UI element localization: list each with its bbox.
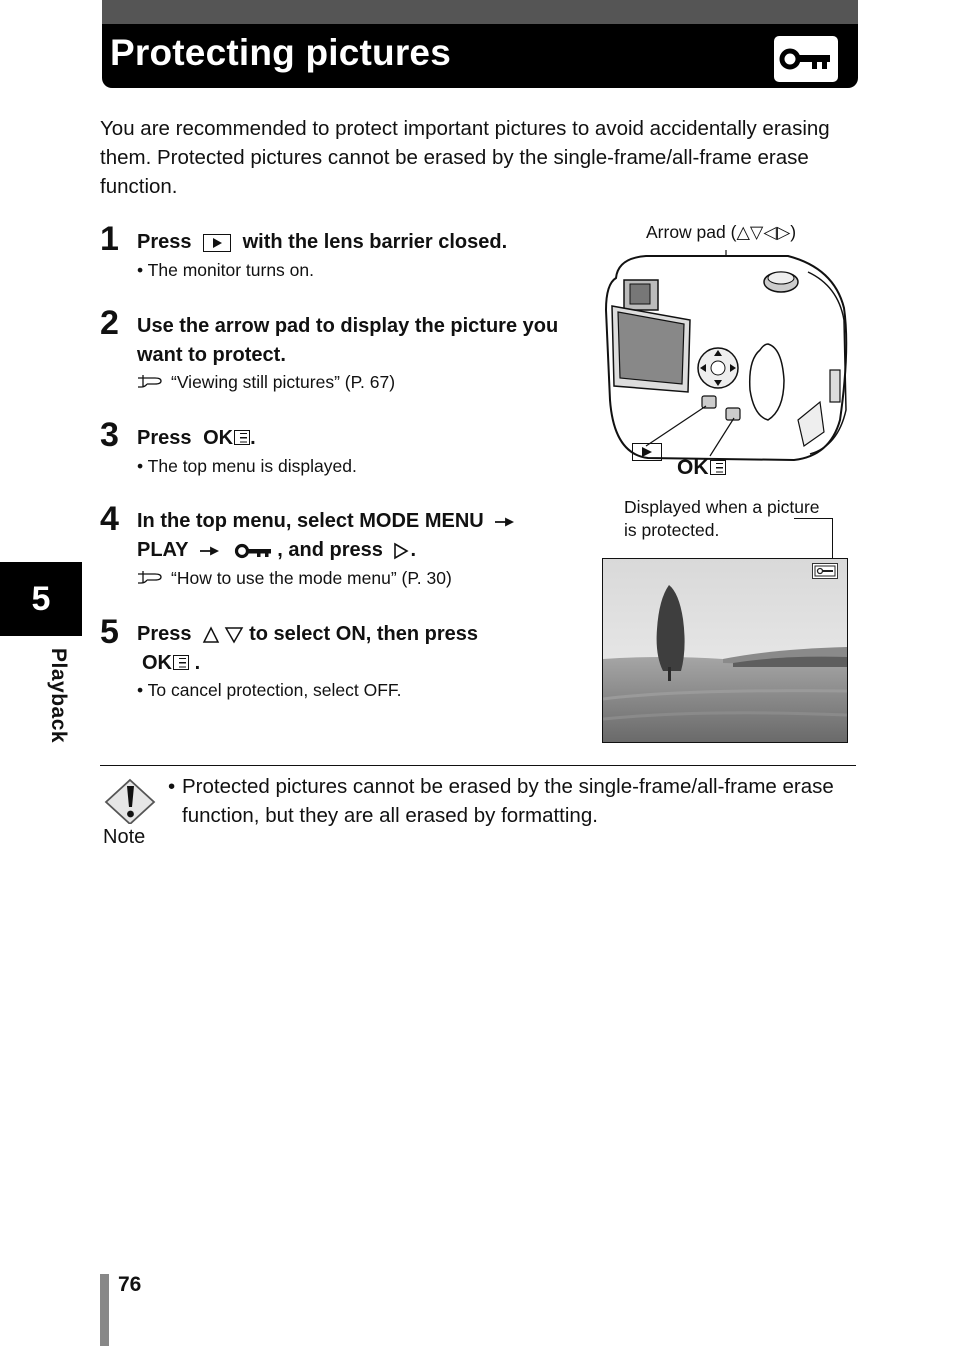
step-3-text-a: Press <box>137 427 192 449</box>
arrow-right-icon <box>199 546 219 556</box>
ok-menu-button-icon <box>677 456 726 480</box>
step-4-instruction <box>137 507 587 565</box>
step-4-reference-text: “How to use the mode menu” (P. 30) <box>171 568 452 588</box>
step-5-text-c: . <box>194 652 201 674</box>
ok-menu-button-icon <box>203 424 250 453</box>
ok-text: OK <box>677 456 709 479</box>
step-4-number: 4 <box>100 500 119 538</box>
reference-hand-icon <box>137 372 163 394</box>
step-4-play: PLAY <box>137 539 189 561</box>
step-4-line-1: In the top menu, select MODE MENU <box>137 510 484 532</box>
sample-photo <box>602 558 848 743</box>
step-1-number: 1 <box>100 220 119 258</box>
triangle-right-icon <box>393 542 409 560</box>
caution-icon <box>104 778 156 824</box>
step-2-instruction: Use the arrow pad to display the picture you want to protect. <box>137 315 559 366</box>
step-1-instruction <box>137 228 577 257</box>
step-3-number: 3 <box>100 416 119 454</box>
reference-hand-icon <box>137 568 163 590</box>
protect-key-icon <box>812 563 838 579</box>
ok-menu-button-icon <box>142 649 189 678</box>
page-title: Protecting pictures <box>110 32 451 73</box>
note-label: Note <box>103 826 146 848</box>
intro-paragraph: You are recommended to protect important pictures to avoid accidentally erasing them. Protected pictures cannot be erased by the single-frame/all-frame erase function. <box>100 117 830 198</box>
step-2-reference-text: “Viewing still pictures” (P. 67) <box>171 372 396 392</box>
step-5-number: 5 <box>100 613 119 651</box>
note-text: Protected pictures cannot be erased by the single-frame/all-frame erase function, but they are all erased by formatting. <box>182 775 834 827</box>
note-bullet: • <box>168 775 176 798</box>
ok-text: OK <box>142 652 172 674</box>
step-1-text-a: Press <box>137 231 192 253</box>
arrow-right-icon <box>494 517 514 527</box>
step-3-note: • The top menu is displayed. <box>137 456 357 476</box>
step-3-instruction <box>137 424 577 453</box>
ok-text: OK <box>203 427 234 449</box>
triangle-up-down-icon <box>202 626 244 644</box>
step-4-reference <box>137 567 452 590</box>
footer-bar <box>100 1274 109 1346</box>
step-4-text-c: . <box>410 539 417 561</box>
step-2-reference <box>137 371 395 394</box>
playback-button-icon <box>203 234 231 252</box>
step-5-text-a: Press <box>137 623 192 645</box>
step-3-text-b: . <box>250 427 256 449</box>
arrow-pad-label: Arrow pad (△▽◁▷) <box>646 222 797 242</box>
step-5-note: • To cancel protection, select OFF. <box>137 680 402 700</box>
step-4-text-b: , and press <box>277 539 383 561</box>
chapter-name: Playback <box>47 648 70 744</box>
playback-button-icon <box>632 443 662 461</box>
page-number: 76 <box>118 1273 142 1296</box>
protected-caption: Displayed when a picture is protected. <box>624 497 820 540</box>
header-top-strip <box>102 0 858 24</box>
step-1-note: • The monitor turns on. <box>137 260 314 280</box>
step-5-text-b: to select ON, then press <box>249 623 479 645</box>
protect-key-icon <box>234 543 272 559</box>
note-divider <box>100 765 856 766</box>
step-2-number: 2 <box>100 304 119 342</box>
step-1-text-b: with the lens barrier closed. <box>242 231 508 253</box>
step-5-instruction <box>137 620 587 678</box>
camera-illustration <box>598 250 854 466</box>
protect-key-icon <box>774 36 838 82</box>
chapter-number: 5 <box>31 580 51 618</box>
